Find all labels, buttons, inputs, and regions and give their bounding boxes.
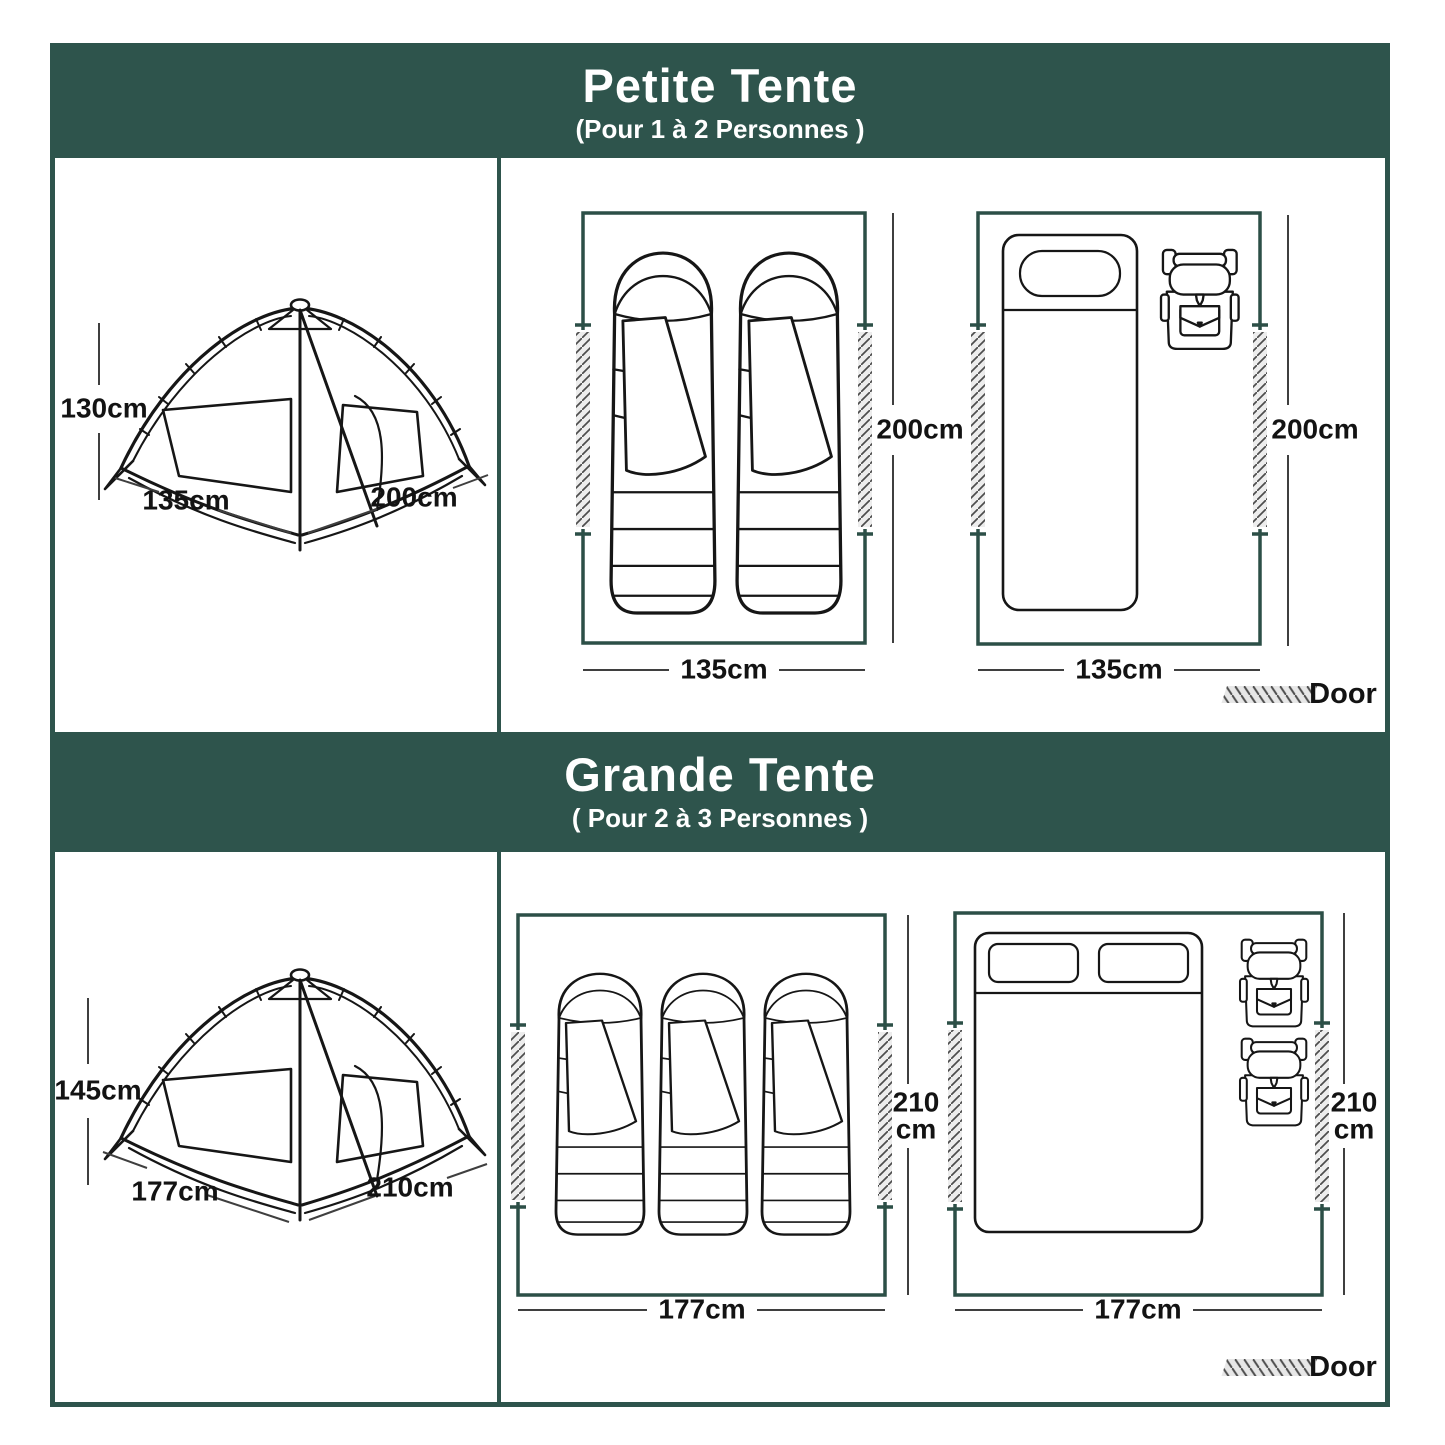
section-title: Grande Tente [564, 748, 876, 802]
room-outline-bags [510, 915, 893, 1295]
section-title: Petite Tente [582, 59, 858, 113]
door-legend-label: Door [1309, 1351, 1377, 1384]
sleeping-bag-icon [762, 974, 850, 1235]
tent-height-label: 145cm [54, 1074, 142, 1106]
backpack-icon [1240, 1039, 1308, 1126]
small-tent-panel [55, 158, 501, 732]
room-height-label: 210 cm [1330, 1086, 1378, 1144]
door-legend-swatch [1221, 686, 1317, 703]
room-outline-mattress [947, 913, 1330, 1295]
small-tent-illustration [55, 158, 497, 732]
large-tent-layouts-panel [501, 852, 1385, 1402]
room-width-label: 135cm [1075, 653, 1163, 685]
room-width-label: 177cm [1094, 1293, 1182, 1325]
backpack-icon [1161, 250, 1239, 349]
section-subtitle: (Pour 1 à 2 Personnes ) [575, 113, 865, 144]
small-tent-floorplans [501, 158, 1385, 732]
large-tent-floorplans [501, 852, 1385, 1402]
room-outline-mattress [970, 213, 1268, 644]
outer-frame [50, 43, 1390, 1407]
door-legend-label: Door [1309, 678, 1377, 711]
large-tent-illustration [55, 852, 497, 1402]
tent-height-label: 130cm [60, 392, 148, 424]
large-tent-row [55, 852, 1385, 1402]
backpack-icon [1240, 940, 1308, 1027]
room-height-label: 210 cm [892, 1086, 940, 1144]
sleeping-bag-icon [737, 253, 841, 613]
mattress-icon [975, 933, 1202, 1232]
mattress-icon [1003, 235, 1137, 610]
tent-width-label: 135cm [142, 484, 230, 516]
room-outline-bags [575, 213, 873, 643]
section-subtitle: ( Pour 2 à 3 Personnes ) [571, 802, 869, 833]
large-tent-panel [55, 852, 501, 1402]
tent-depth-label: 200cm [370, 481, 458, 513]
tent-depth-label: 210cm [366, 1171, 454, 1203]
sleeping-bag-icon [556, 974, 644, 1235]
tent-width-label: 177cm [131, 1175, 219, 1207]
room-width-label: 177cm [658, 1293, 746, 1325]
section-header-large-tent [55, 732, 1385, 852]
small-tent-row [55, 158, 1385, 732]
room-width-label: 135cm [680, 653, 768, 685]
door-legend-swatch [1221, 1359, 1317, 1376]
room-height-label: 200cm [1271, 413, 1359, 445]
sleeping-bag-icon [659, 974, 747, 1235]
room-height-label: 200cm [876, 413, 964, 445]
small-tent-layouts-panel [501, 158, 1385, 732]
sleeping-bag-icon [611, 253, 715, 613]
section-header-small-tent [55, 48, 1385, 158]
